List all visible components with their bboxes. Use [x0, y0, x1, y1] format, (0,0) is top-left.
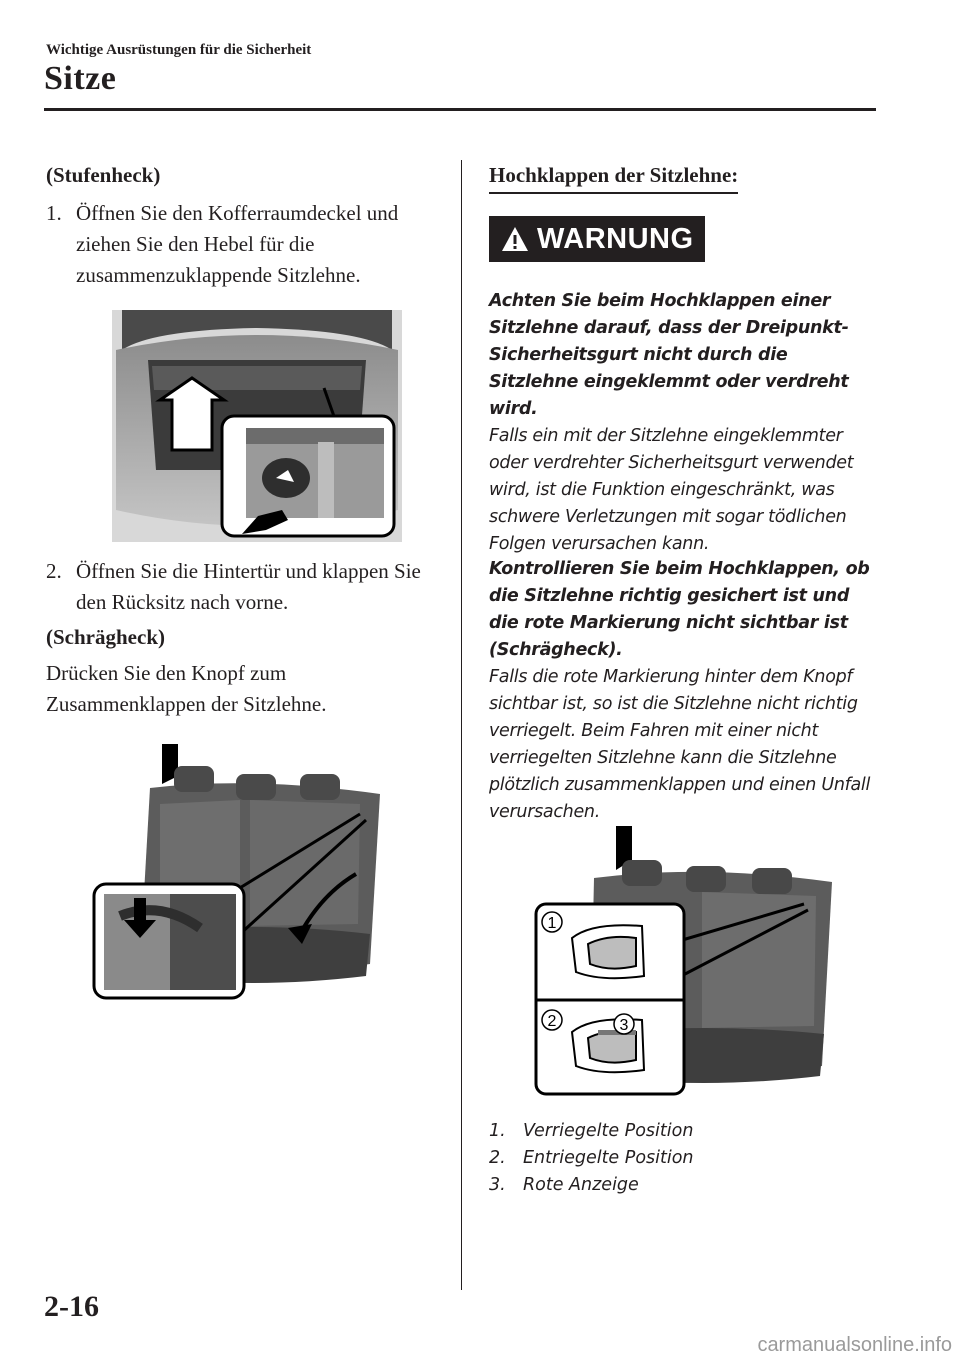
step-1 [46, 198, 441, 291]
legend-item-number: 2. [489, 1148, 506, 1168]
step-1-text: Öffnen Sie den Kofferraumdeckel und ziehen Sie den Hebel für die zusammenzuklappende Sitzlehne. [76, 201, 399, 287]
heading-stufenheck: (Stufenheck) [46, 163, 161, 187]
page-number: 2-16 [44, 1290, 99, 1323]
step-2-text: Öffnen Sie die Hintertür und klappen Sie den Rücksitz nach vorne. [76, 559, 421, 614]
legend-item-number: 1. [489, 1121, 506, 1141]
warning-2 [489, 556, 881, 826]
legend-item-label: Rote Anzeige [523, 1175, 639, 1195]
heading-raising-seatback: Hochklappen der Sitzlehne: [489, 160, 738, 194]
watermark-text: carmanualsonline.info [757, 1334, 952, 1356]
warning-1-emphasis: Achten Sie beim Hochklappen einer Sitzlehne darauf, dass der Dreipunkt-Sicherheitsgurt nicht durch die Sitzlehne eingeklemmt oder verdreht wird. [489, 291, 849, 419]
column-divider [461, 160, 462, 1290]
legend-item-number: 3. [489, 1175, 506, 1195]
step-2 [46, 556, 441, 618]
warning-2-emphasis: Kontrollieren Sie beim Hochklappen, ob die Sitzlehne richtig gesichert ist und die rote Markierung nicht sichtbar ist (Schrägheck). [489, 559, 870, 660]
section-label: Wichtige Ausrüstungen für die Sicherheit [46, 42, 312, 58]
warning-1-text: Falls ein mit der Sitzlehne eingeklemmter oder verdrehter Sicherheitsgurt verwendet wird, ist die Funktion eingeschränkt, was schwere Verletzungen mit sogar tödlichen Folgen verursachen kann. [489, 426, 854, 554]
legend-item-label: Verriegelte Position [523, 1121, 694, 1141]
step-1-number: 1. [46, 201, 62, 225]
rear-seat-fold-illustration [90, 744, 390, 1002]
lock-indicator-illustration-svg [532, 826, 838, 1098]
warning-triangle-icon [501, 226, 529, 252]
schraegheck-text: Drücken Sie den Knopf zum Zusammenklappen der Sitzlehne. [46, 661, 327, 716]
legend-item-label: Entriegelte Position [523, 1148, 694, 1168]
warning-2-text: Falls die rote Markierung hinter dem Knopf sichtbar ist, so ist die Sitzlehne nicht richtig verriegelt. Beim Fahren mit einer nicht verriegelten Sitzlehne kann die Sitzlehne plötzlich zusammenklappen und einen Unfall verursachen. [489, 667, 871, 822]
figure-legend [489, 1118, 694, 1199]
callout-3-label: 3 [619, 1017, 629, 1034]
warning-label: WARNUNG [537, 222, 694, 255]
rear-seat-fold-illustration-svg [90, 744, 390, 1002]
warning-1 [489, 288, 881, 558]
trunk-lever-illustration-svg [112, 310, 402, 542]
heading-schraegheck: (Schrägheck) [46, 625, 165, 649]
title-divider [44, 108, 876, 111]
callout-2-label: 2 [547, 1013, 557, 1030]
legend-item [489, 1118, 694, 1145]
warning-badge [489, 216, 705, 262]
trunk-lever-illustration [112, 310, 402, 542]
page-title: Sitze [44, 60, 117, 97]
callout-1-label: 1 [547, 915, 557, 932]
step-2-number: 2. [46, 559, 62, 583]
legend-item [489, 1172, 694, 1199]
legend-item [489, 1145, 694, 1172]
lock-indicator-illustration [532, 826, 838, 1098]
